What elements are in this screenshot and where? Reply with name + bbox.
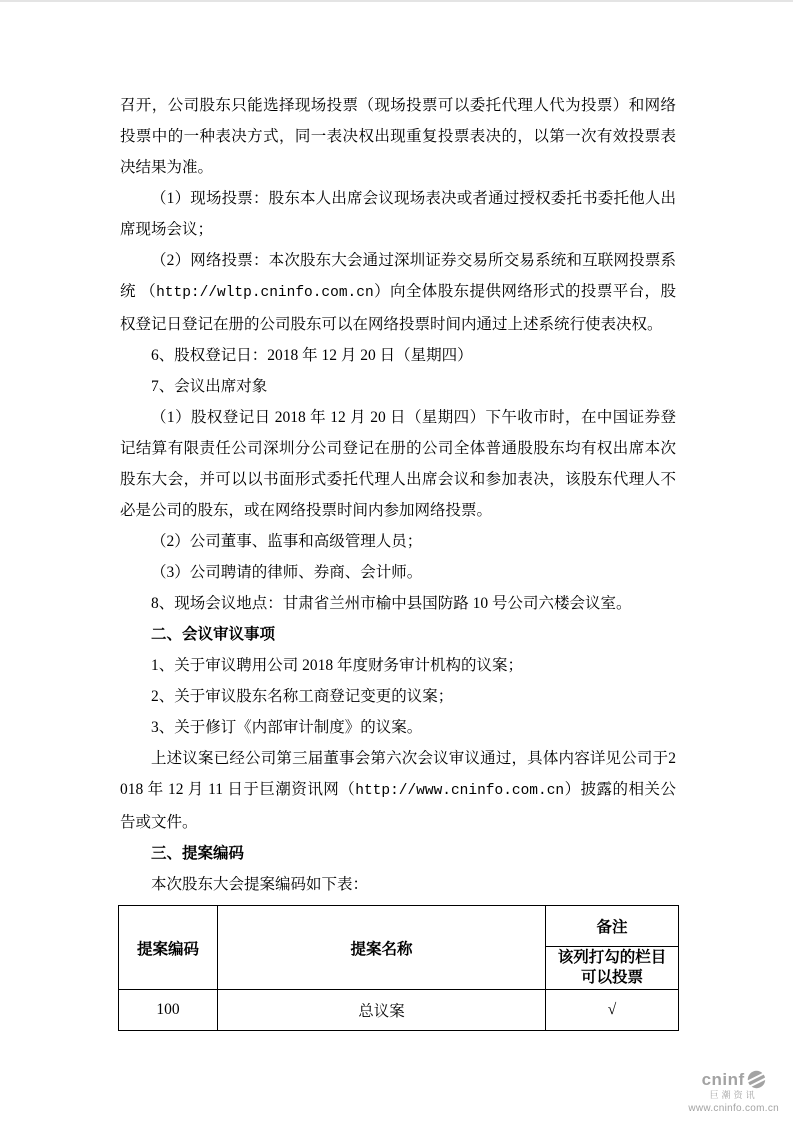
page-top-edge	[0, 0, 793, 2]
remark-note-line1: 该列打勾的栏目	[557, 949, 667, 966]
cninfo-watermark	[688, 1070, 779, 1114]
cninfo-brand-row	[688, 1070, 779, 1090]
table-header-name: 提案名称	[218, 906, 546, 990]
paragraph-attendees-heading: 7、会议出席对象	[151, 378, 268, 395]
section-heading-matters: 二、会议审议事项	[151, 626, 276, 643]
paragraph-disclosure-post: ）披露的相关公告或文件。	[120, 781, 676, 831]
document-content	[120, 90, 676, 1031]
cell-proposal-remark-checkmark: √	[546, 990, 679, 1031]
paragraph-disclosure	[120, 743, 676, 838]
paragraph-attendees-shareholders: （1）股权登记日 2018 年 12 月 20 日（星期四）下午收市时，在中国证券登记结算有限责任公司深圳分公司登记在册的公司全体普通股股东均有权出席本次股东大会，并可以以书面形式委托代理人出席会议和参加表决，该股东代理人不必是公司的股东，或在网络投票时间内参加网络投票。	[120, 409, 676, 519]
paragraph-attendees-directors: （2）公司董事、监事和高级管理人员；	[151, 533, 423, 550]
paragraph-disclosure-pre: 上述议案已经公司第三届董事会第六次会议审议通过，具体内容详见公司于2018 年 12 月 11 日于巨潮资讯网（	[120, 750, 676, 798]
paragraph-meeting-venue: 8、现场会议地点：甘肃省兰州市榆中县国防路 10 号公司六楼会议室。	[151, 595, 632, 612]
paragraph-onsite-voting: （1）现场投票：股东本人出席会议现场表决或者通过授权委托书委托他人出席现场会议；	[120, 190, 676, 238]
table-header-remark: 备注	[546, 906, 679, 947]
paragraph-proposal-1: 1、关于审议聘用公司 2018 年度财务审计机构的议案；	[151, 657, 524, 674]
paragraph-proposal-3: 3、关于修订《内部审计制度》的议案。	[151, 719, 423, 736]
table-header-remark-note	[546, 947, 679, 990]
remark-note-line2: 可以投票	[580, 969, 643, 986]
paragraph-online-voting-post: ）向全体股东提供网络形式的投票平台，股权登记日登记在册的公司股东可以在网络投票时间内通过上述系统行使表决权。	[120, 283, 676, 333]
paragraph-attendees-advisors: （3）公司聘请的律师、券商、会计师。	[151, 564, 423, 581]
voting-platform-url: http://wltp.cninfo.com.cn	[156, 285, 374, 301]
paragraph-table-intro: 本次股东大会提案编码如下表：	[151, 876, 369, 893]
section-heading-proposal-codes: 三、提案编码	[151, 845, 245, 862]
cell-proposal-name: 总议案	[218, 990, 546, 1031]
proposal-code-table	[118, 905, 679, 1031]
paragraph-proposal-2: 2、关于审议股东名称工商登记变更的议案；	[151, 688, 454, 705]
cninfo-brand-text: cninf	[701, 1069, 745, 1089]
paragraph-online-voting	[120, 245, 676, 340]
disclosure-site-url: http://www.cninfo.com.cn	[355, 783, 565, 799]
paragraph-record-date: 6、股权登记日：2018 年 12 月 20 日（星期四）	[151, 347, 473, 364]
paragraph-online-voting-pre: （2）网络投票：本次股东大会通过深圳证券交易所交易系统和互联网投票系统 （	[120, 252, 676, 300]
cninfo-brand-chinese: 巨潮资讯	[709, 1090, 758, 1101]
paragraph-voting-method: 召开，公司股东只能选择现场投票（现场投票可以委托代理人代为投票）和网络投票中的一种表决方式，同一表决权出现重复投票表决的，以第一次有效投票表决结果为准。	[120, 97, 676, 176]
table-row-total-proposal	[119, 990, 679, 1031]
cell-proposal-code: 100	[119, 990, 218, 1031]
table-header-code: 提案编码	[119, 906, 218, 990]
cninfo-brand-url: www.cninfo.com.cn	[688, 1102, 779, 1114]
cninfo-logo-icon	[747, 1070, 766, 1089]
